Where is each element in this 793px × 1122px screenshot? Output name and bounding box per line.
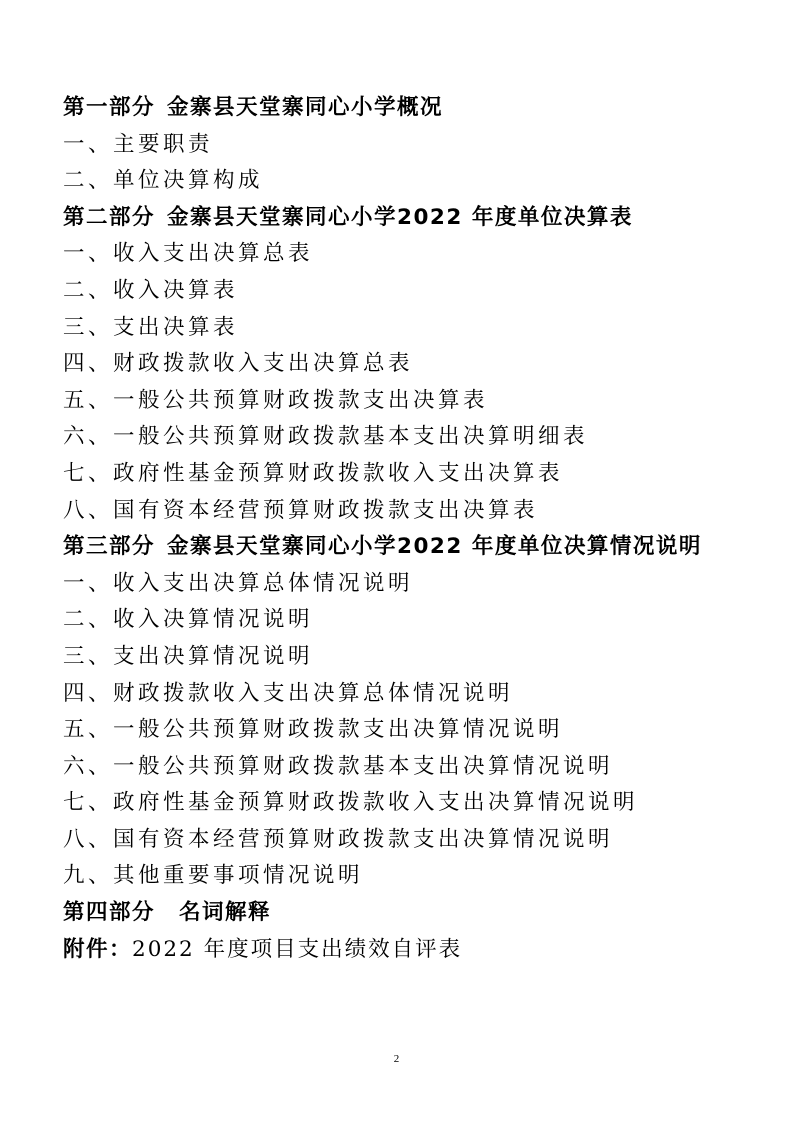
attachment-text: 2022 年度项目支出绩效自评表	[132, 936, 463, 962]
part2-heading	[63, 200, 753, 237]
part2-label: 第二部分	[63, 204, 156, 230]
toc-item: 六、一般公共预算财政拨款基本支出决算情况说明	[63, 753, 614, 779]
part3-heading	[63, 529, 753, 566]
toc-item: 五、一般公共预算财政拨款支出决算表	[63, 387, 489, 413]
toc-item: 四、财政拨款收入支出决算总表	[63, 351, 414, 377]
part3-label: 第三部分	[63, 534, 156, 560]
part4-heading	[63, 895, 753, 932]
toc-item: 一、收入支出决算总体情况说明	[63, 570, 414, 596]
toc-item: 二、收入决算情况说明	[63, 607, 314, 633]
part4-label: 第四部分	[63, 900, 156, 926]
part2-title: 金寨县天堂寨同心小学2022 年度单位决算表	[167, 204, 633, 230]
toc-item: 七、政府性基金预算财政拨款收入支出决算情况说明	[63, 790, 639, 816]
part3-title: 金寨县天堂寨同心小学2022 年度单位决算情况说明	[167, 534, 702, 560]
toc-item: 二、单位决算构成	[63, 168, 264, 194]
part1-label: 第一部分	[63, 95, 156, 120]
part1-title: 金寨县天堂寨同心小学概况	[167, 95, 444, 120]
toc-item: 七、政府性基金预算财政拨款收入支出决算表	[63, 460, 564, 486]
page-number: 2	[393, 1053, 400, 1065]
toc-item: 二、收入决算表	[63, 277, 239, 303]
toc-item: 三、支出决算情况说明	[63, 643, 314, 669]
toc-item: 五、一般公共预算财政拨款支出决算情况说明	[63, 717, 564, 743]
toc-item: 九、其他重要事项情况说明	[63, 863, 364, 889]
toc-item: 三、支出决算表	[63, 314, 239, 340]
toc-item: 八、国有资本经营预算财政拨款支出决算表	[63, 497, 539, 523]
table-of-contents	[63, 90, 753, 968]
attachment-label: 附件：	[63, 936, 133, 962]
toc-item: 一、收入支出决算总表	[63, 241, 314, 267]
part1-heading	[63, 90, 753, 127]
attachment-line	[63, 932, 753, 969]
toc-item: 六、一般公共预算财政拨款基本支出决算明细表	[63, 424, 589, 450]
toc-item: 一、主要职责	[63, 131, 214, 157]
toc-item: 八、国有资本经营预算财政拨款支出决算情况说明	[63, 826, 614, 852]
toc-item: 四、财政拨款收入支出决算总体情况说明	[63, 680, 514, 706]
part4-title: 名词解释	[179, 900, 272, 926]
